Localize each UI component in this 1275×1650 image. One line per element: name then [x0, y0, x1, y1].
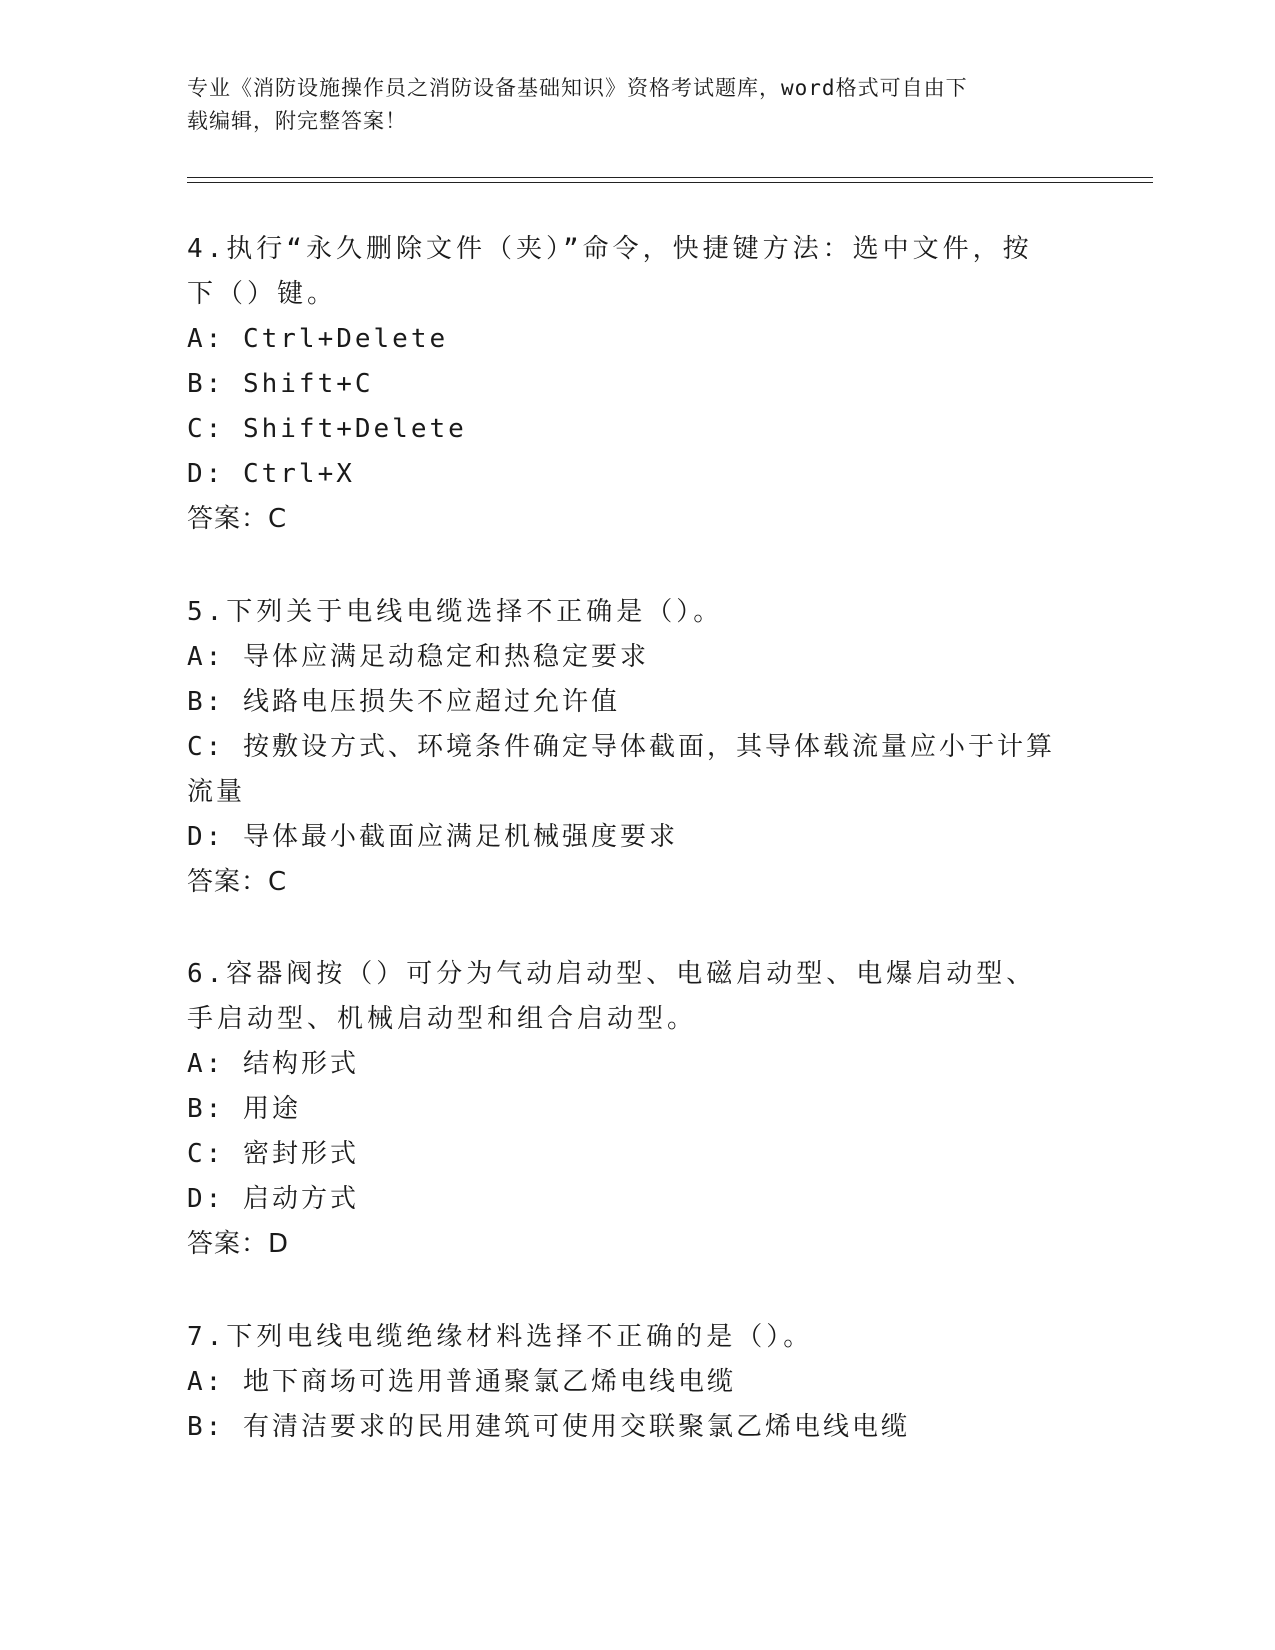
option-d: D: 导体最小截面应满足机械强度要求	[187, 822, 678, 852]
question-6	[187, 952, 1087, 1267]
option-b: B: 线路电压损失不应超过允许值	[187, 687, 620, 717]
question-stem: 4.执行“永久删除文件（夹）”命令，快捷键方法：选中文件，按下（）键。	[187, 234, 1033, 309]
question-stem: 7.下列电线电缆绝缘材料选择不正确的是（）。	[187, 1322, 814, 1352]
option-a: A: 结构形式	[187, 1049, 359, 1079]
question-7	[187, 1315, 1087, 1450]
option-b: B: Shift+C	[187, 369, 374, 399]
header-line-2: 载编辑，附完整答案！	[187, 109, 407, 133]
option-a: A: Ctrl+Delete	[187, 324, 449, 354]
option-b: B: 有清洁要求的民用建筑可使用交联聚氯乙烯电线电缆	[187, 1412, 910, 1442]
header-divider-top	[187, 177, 1153, 178]
option-a: A: 导体应满足动稳定和热稳定要求	[187, 642, 649, 672]
answer-label: 答案：C	[187, 867, 288, 897]
answer-label: 答案：D	[187, 1229, 290, 1259]
question-stem: 6.容器阀按（）可分为气动启动型、电磁启动型、电爆启动型、手启动型、机械启动型和组合启动型。	[187, 959, 1037, 1034]
question-4	[187, 227, 1087, 542]
header-line-1: 专业《消防设施操作员之消防设备基础知识》资格考试题库，word格式可自由下	[187, 76, 968, 100]
option-d: D: Ctrl+X	[187, 459, 355, 489]
option-c: C: Shift+Delete	[187, 414, 467, 444]
question-stem: 5.下列关于电线电缆选择不正确是（）。	[187, 597, 724, 627]
option-d: D: 启动方式	[187, 1184, 359, 1214]
option-c: C: 密封形式	[187, 1139, 359, 1169]
header-divider-bottom	[187, 182, 1153, 183]
question-5	[187, 590, 1087, 905]
option-a: A: 地下商场可选用普通聚氯乙烯电线电缆	[187, 1367, 736, 1397]
option-c: C: 按敷设方式、环境条件确定导体截面，其导体载流量应小于计算流量	[187, 732, 1055, 807]
document-header	[187, 72, 1067, 138]
option-b: B: 用途	[187, 1094, 301, 1124]
answer-label: 答案：C	[187, 504, 288, 534]
